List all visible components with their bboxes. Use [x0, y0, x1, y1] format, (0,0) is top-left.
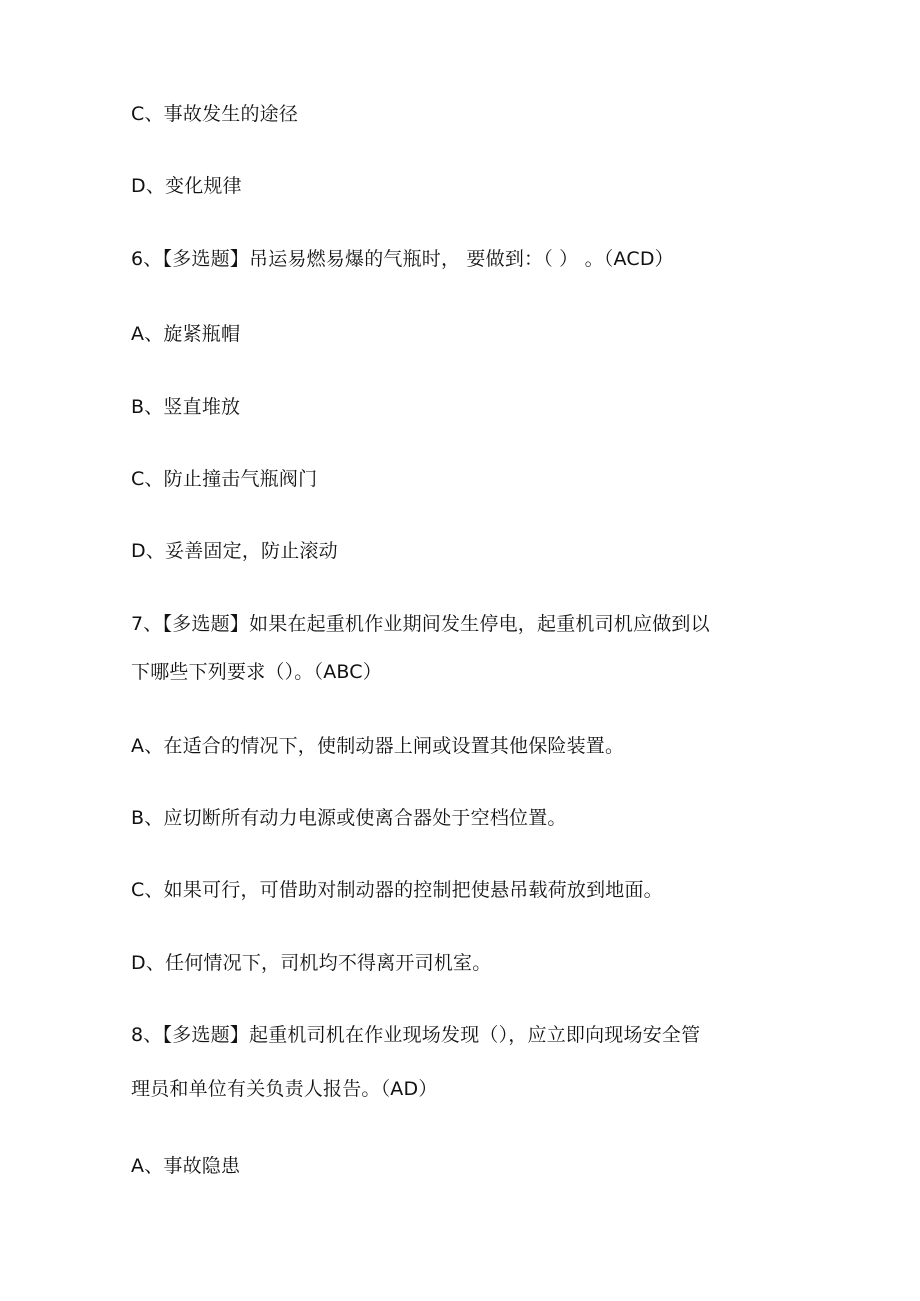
- question-8-text-line1: 8、【多选题】起重机司机在作业现场发现（），应立即向现场安全管: [131, 1024, 701, 1046]
- q7-option-d: D、任何情况下，司机均不得离开司机室。: [131, 952, 492, 974]
- q6-option-a: A、旋紧瓶帽: [131, 323, 241, 345]
- q7-option-a: A、在适合的情况下，使制动器上闸或设置其他保险装置。: [131, 735, 625, 757]
- option-c-text: C、事故发生的途径: [131, 103, 299, 125]
- question-8-text-line2: 理员和单位有关负责人报告。（AD）: [131, 1078, 438, 1100]
- question-7-text-line2: 下哪些下列要求（）。（ABC）: [131, 661, 382, 683]
- q6-option-c: C、防止撞击气瓶阀门: [131, 468, 318, 490]
- q7-option-c: C、如果可行，可借助对制动器的控制把使悬吊载荷放到地面。: [131, 879, 663, 901]
- q8-option-a: A、事故隐患: [131, 1155, 241, 1177]
- q7-option-b: B、应切断所有动力电源或使离合器处于空档位置。: [131, 807, 567, 829]
- q6-option-d: D、妥善固定，防止滚动: [131, 540, 338, 562]
- question-7-text-line1: 7、【多选题】如果在起重机作业期间发生停电，起重机司机应做到以: [131, 613, 710, 635]
- q6-option-b: B、竖直堆放: [131, 396, 241, 418]
- question-6-text: 6、【多选题】吊运易燃易爆的气瓶时， 要做到：（ ） 。（ACD）: [131, 248, 674, 270]
- option-d-text: D、变化规律: [131, 175, 242, 197]
